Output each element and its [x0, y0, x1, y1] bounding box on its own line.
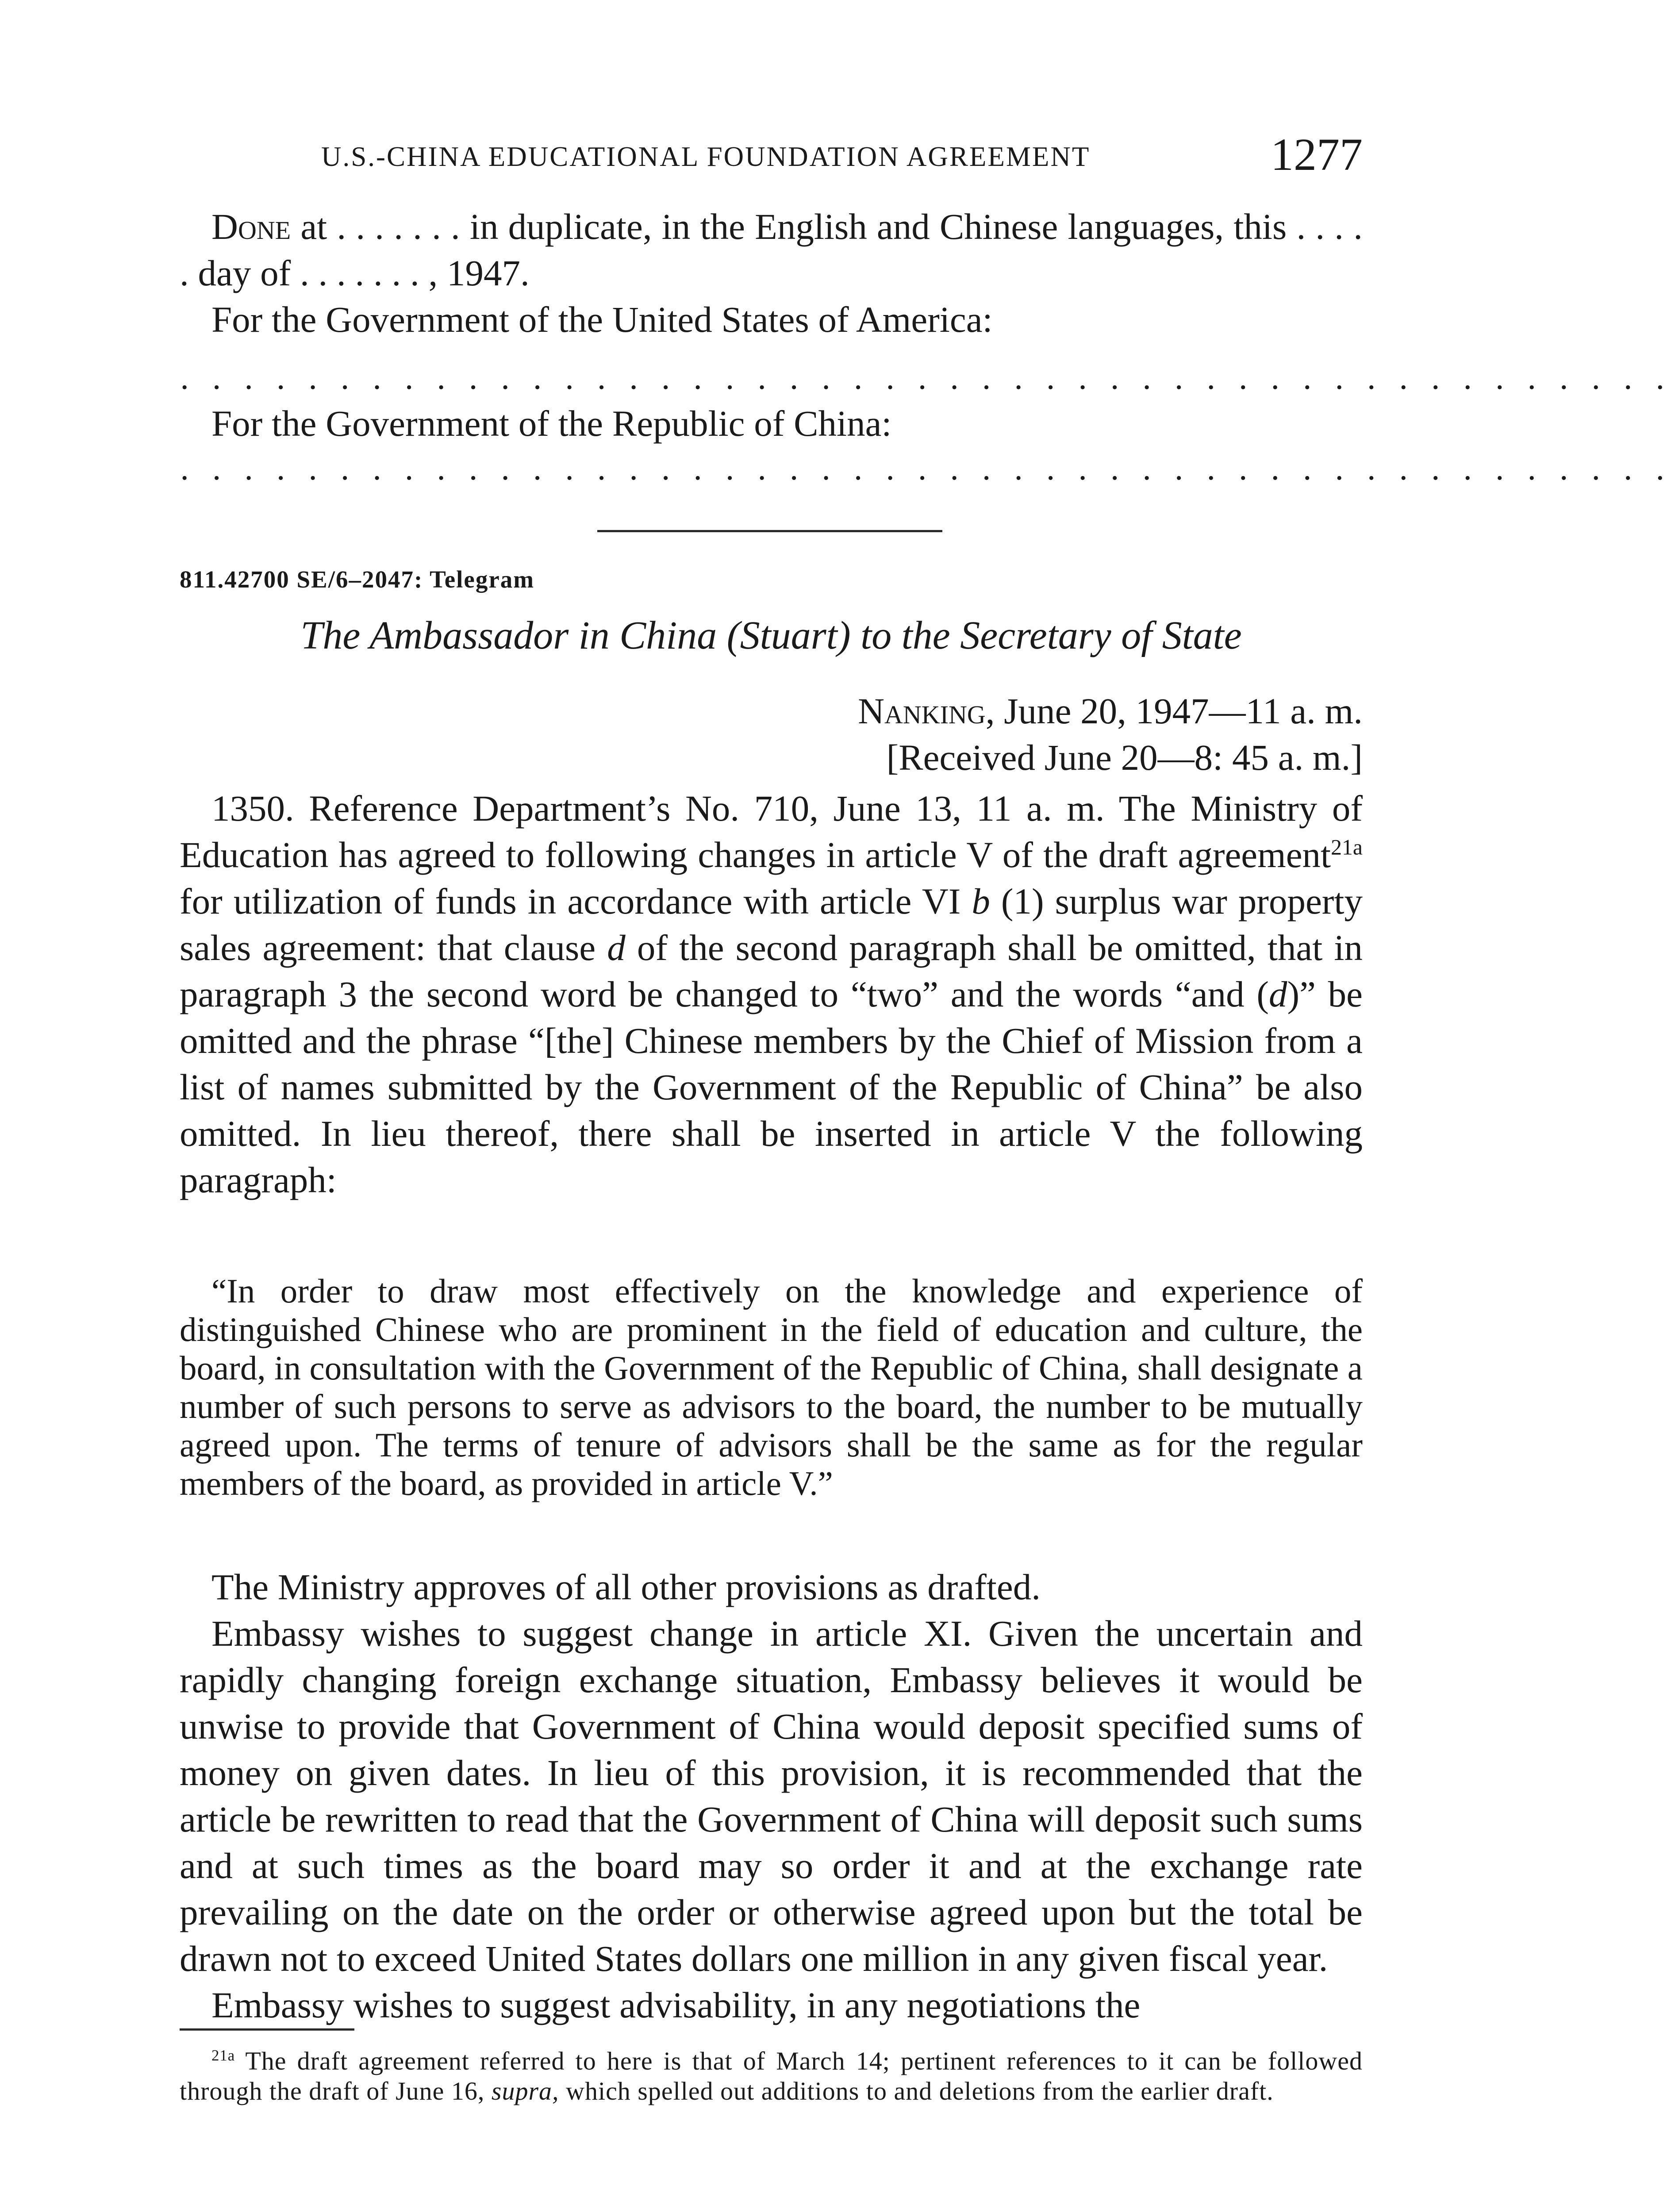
usa-signature-line: For the Government of the United States of America:	[211, 299, 993, 340]
place: Nanking,	[858, 691, 995, 731]
document-reference: 811.42700 SE/6–2047: Telegram	[180, 566, 535, 593]
done-paragraph	[180, 204, 1363, 296]
footnote-italic: supra,	[491, 2077, 559, 2105]
footnote-text	[180, 2046, 1363, 2106]
footnote-marker: 21a	[211, 2047, 235, 2064]
china-signature-line-wrap	[180, 400, 1363, 447]
footnote	[180, 2046, 1363, 2106]
p1-italic-d2: d	[1268, 974, 1287, 1014]
footnote-text-a: The draft agreement referred to here is that of March 14; pertinent references to it can be followed through the draft of June 16,	[180, 2047, 1363, 2105]
china-signature-dots: . . . . . . . . . . . . . . . . . . . . . . . . . . . . . . . . . . . . . . . . . . . . . . .	[180, 451, 1671, 487]
document-heading: The Ambassador in China (Stuart) to the Secretary of State	[300, 614, 1242, 657]
footnote-rule	[180, 2028, 354, 2031]
p1-italic-d: d	[607, 927, 626, 968]
quoted-paragraph	[180, 1272, 1363, 1503]
usa-signature-dots: . . . . . . . . . . . . . . . . . . . . . . . . . . . . . . . . . . . . . . . . . . . . . . .	[180, 360, 1671, 396]
dateline	[180, 688, 1363, 781]
china-signature-line: For the Government of the Republic of China:	[211, 403, 892, 444]
paragraph-3: Embassy wishes to suggest change in article XI. Given the uncertain and rapidly changing foreign exchange situation, Embassy believes it would be unwise to provide that Government of China would deposit specified sums of money on given dates. In lieu of this provision, it is recommended that the article be rewritten to read that the Government of China will deposit such sums and at such times as the board may so order it and at the exchange rate prevailing on the date on the order or otherwise agreed upon but the total be drawn not to exceed United States dollars one million in any given fiscal year.	[180, 1613, 1363, 1979]
p1-text-d: of the second paragraph shall be omitted, that in paragraph 3 the second word be changed to “two” and the words “and (	[180, 927, 1363, 1014]
running-title: U.S.-CHINA EDUCATIONAL FOUNDATION AGREEMENT	[321, 141, 1091, 172]
telegram-body-cont	[180, 1564, 1363, 2028]
running-header	[180, 128, 1363, 195]
done-lead: Done	[211, 206, 291, 247]
paragraph-4: Embassy wishes to suggest advisability, in any negotiations the	[211, 1985, 1141, 2025]
p1-text-a: 1350. Reference Department’s No. 710, June 13, 11 a. m. The Ministry of Education has agreed to following changes in article V of the draft agreement	[180, 788, 1363, 875]
signature-block	[180, 204, 1363, 343]
footnote-ref: 21a	[1331, 835, 1363, 860]
quote-text: “In order to draw most effectively on the knowledge and experience of distinguished Chinese who are prominent in the field of education and culture, the board, in consultation with the Government of the Republic of China, shall designate a number of such persons to serve as advisors to the board, the number to be mutually agreed upon. The terms of tenure of advisors shall be the same as for the regular members of the board, as provided in article V.”	[180, 1272, 1363, 1502]
p1-text-b: for utilization of funds in accordance with article VI	[180, 881, 972, 922]
page-number: 1277	[1271, 129, 1363, 180]
date-time: June 20, 1947—11 a. m.	[995, 691, 1363, 731]
received-line: [Received June 20—8: 45 a. m.]	[886, 737, 1363, 778]
place-date	[180, 688, 1363, 734]
p1-text-e: )” be omitted and the phrase “[the] Chinese members by the Chief of Mission from a list of names submitted by the Government of the Republic of China” be also omitted. In lieu thereof, there shall be inserted in article V the following paragraph:	[180, 974, 1363, 1200]
paragraph-1	[180, 785, 1363, 1203]
section-divider	[597, 530, 942, 532]
p1-italic-b: b	[972, 881, 990, 922]
done-text: at . . . . . . . in duplicate, in the English and Chinese languages, this . . . . . day of . . . . . . . , 1947.	[180, 206, 1363, 293]
p1-text-c: (1) surplus war property sales agreement: that clause	[180, 881, 1363, 968]
paragraph-2: The Ministry approves of all other provisions as drafted.	[211, 1567, 1041, 1607]
footnote-text-b: which spelled out additions to and deletions from the earlier draft.	[559, 2077, 1274, 2105]
telegram-body	[180, 785, 1363, 1203]
